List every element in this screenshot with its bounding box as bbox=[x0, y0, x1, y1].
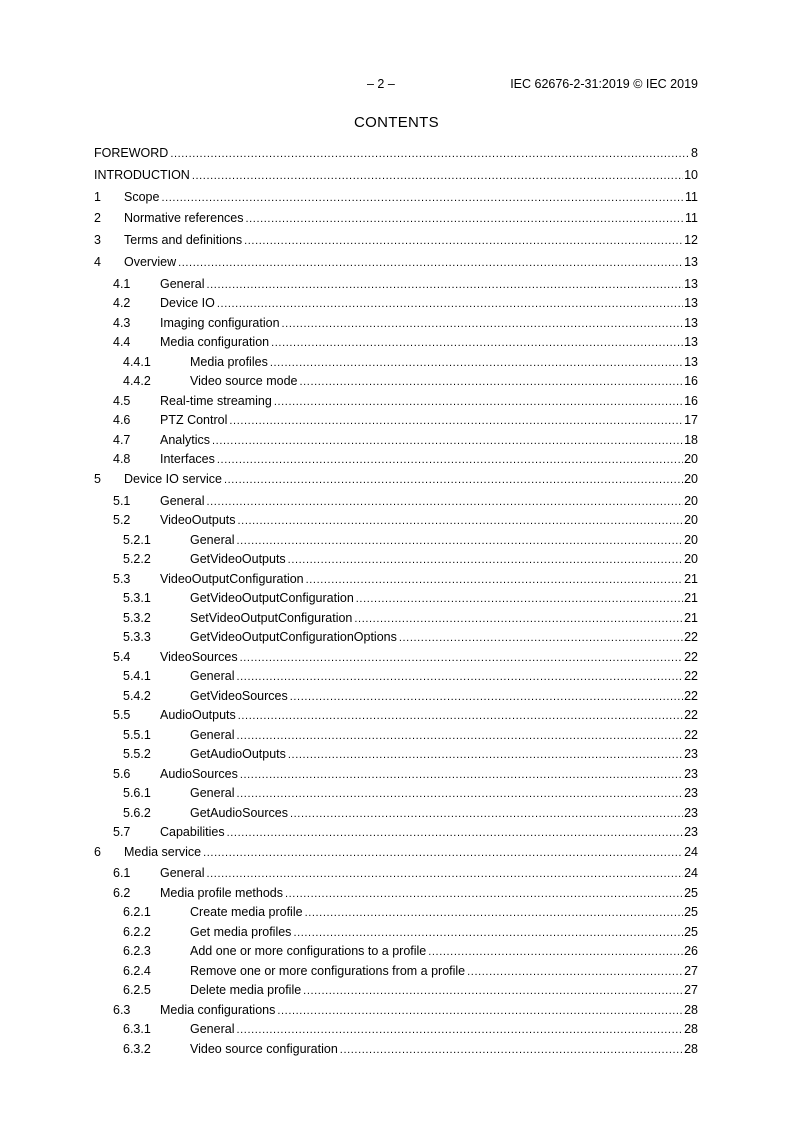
toc-dot-leader bbox=[305, 905, 684, 921]
toc-entry-page: 22 bbox=[684, 727, 698, 742]
toc-entry-line bbox=[160, 335, 698, 351]
toc-entry-title: Overview bbox=[124, 254, 177, 269]
toc-entry-number: 6.3 bbox=[113, 1002, 131, 1017]
toc-entry-title: Delete media profile bbox=[190, 983, 302, 998]
toc-dot-leader bbox=[236, 533, 683, 549]
toc-entry-number: 5.4.1 bbox=[123, 669, 151, 684]
toc-entry[interactable] bbox=[94, 472, 698, 494]
toc-entry-page: 22 bbox=[684, 688, 698, 703]
toc-entry-line bbox=[160, 494, 698, 510]
toc-entry-title: Normative references bbox=[124, 211, 244, 226]
toc-entry[interactable] bbox=[94, 806, 698, 826]
toc-entry[interactable] bbox=[94, 944, 698, 964]
toc-dot-leader bbox=[178, 255, 683, 271]
toc-dot-leader bbox=[246, 211, 685, 227]
toc-entry-line bbox=[124, 233, 698, 249]
toc-dot-leader bbox=[240, 767, 683, 783]
toc-entry-line bbox=[160, 886, 698, 902]
toc-entry-title: Remove one or more configurations from a profile bbox=[190, 963, 466, 978]
toc-entry-title: Device IO bbox=[160, 296, 215, 311]
toc-entry-page: 26 bbox=[684, 944, 698, 959]
toc-entry-line bbox=[160, 825, 698, 841]
toc-dot-leader bbox=[206, 277, 683, 293]
toc-entry-number: 6 bbox=[94, 844, 101, 859]
toc-entry-title: Video source mode bbox=[190, 374, 298, 389]
toc-entry-page: 24 bbox=[684, 866, 698, 881]
toc-entry-line bbox=[160, 277, 698, 293]
toc-dot-leader bbox=[282, 316, 684, 332]
toc-entry-title: General bbox=[160, 866, 205, 881]
toc-entry[interactable] bbox=[94, 669, 698, 689]
toc-entry-page: 21 bbox=[684, 571, 698, 586]
toc-dot-leader bbox=[236, 786, 683, 802]
toc-entry-number: 2 bbox=[94, 211, 101, 226]
toc-entry-title: General bbox=[190, 727, 235, 742]
toc-entry-title: General bbox=[160, 276, 205, 291]
toc-dot-leader bbox=[206, 494, 683, 510]
toc-entry[interactable] bbox=[94, 964, 698, 984]
toc-dot-leader bbox=[244, 233, 683, 249]
toc-dot-leader bbox=[306, 572, 683, 588]
toc-dot-leader bbox=[299, 374, 683, 390]
toc-dot-leader bbox=[354, 611, 683, 627]
toc-entry-line bbox=[190, 630, 698, 646]
toc-entry[interactable] bbox=[94, 296, 698, 316]
toc-entry-number: 5.5 bbox=[113, 708, 131, 723]
toc-entry-line bbox=[124, 190, 698, 206]
toc-entry-number: 6.3.2 bbox=[123, 1041, 151, 1056]
toc-entry-title: GetAudioSources bbox=[190, 805, 288, 820]
toc-entry-page: 23 bbox=[684, 825, 698, 840]
toc-dot-leader bbox=[428, 944, 683, 960]
toc-entry-page: 13 bbox=[684, 254, 698, 269]
toc-entry-line bbox=[190, 1022, 698, 1038]
toc-entry[interactable] bbox=[94, 591, 698, 611]
toc-dot-leader bbox=[161, 190, 684, 206]
toc-entry[interactable] bbox=[94, 866, 698, 886]
toc-entry-page: 22 bbox=[684, 708, 698, 723]
toc-entry-number: 5.2.2 bbox=[123, 552, 151, 567]
toc-dot-leader bbox=[192, 168, 683, 184]
toc-entry-number: 6.3.1 bbox=[123, 1022, 151, 1037]
toc-entry-line bbox=[160, 433, 698, 449]
toc-entry-line bbox=[190, 689, 698, 705]
toc-entry[interactable] bbox=[94, 925, 698, 945]
toc-entry-number: 4.8 bbox=[113, 452, 131, 467]
toc-dot-leader bbox=[236, 1022, 683, 1038]
toc-dot-leader bbox=[285, 886, 683, 902]
toc-entry-page: 20 bbox=[684, 471, 698, 486]
toc-dot-leader bbox=[271, 335, 683, 351]
toc-dot-leader bbox=[238, 513, 684, 529]
toc-dot-leader bbox=[170, 146, 690, 162]
toc-entry-page: 22 bbox=[684, 649, 698, 664]
toc-entry-line bbox=[94, 168, 698, 184]
toc-entry-title: General bbox=[190, 669, 235, 684]
toc-entry-number: 6.2.3 bbox=[123, 944, 151, 959]
toc-entry-title: VideoOutputs bbox=[160, 513, 236, 528]
toc-entry-number: 4.6 bbox=[113, 413, 131, 428]
toc-entry-number: 5.7 bbox=[113, 825, 131, 840]
toc-dot-leader bbox=[229, 413, 683, 429]
toc-entry-title: GetVideoOutputs bbox=[190, 552, 286, 567]
toc-entry-number: 4.2 bbox=[113, 296, 131, 311]
toc-entry-page: 28 bbox=[684, 1002, 698, 1017]
toc-entry[interactable] bbox=[94, 747, 698, 767]
toc-dot-leader bbox=[240, 650, 683, 666]
toc-entry-title: VideoOutputConfiguration bbox=[160, 571, 304, 586]
toc-entry-page: 13 bbox=[684, 315, 698, 330]
toc-dot-leader bbox=[274, 394, 683, 410]
toc-entry[interactable] bbox=[94, 1003, 698, 1023]
toc-entry-page: 27 bbox=[684, 963, 698, 978]
toc-entry-number: 6.2.2 bbox=[123, 924, 151, 939]
toc-entry-page: 28 bbox=[684, 1022, 698, 1037]
toc-entry-line bbox=[190, 806, 698, 822]
toc-entry-line bbox=[124, 472, 698, 488]
toc-entry-number: 6.2 bbox=[113, 885, 131, 900]
toc-entry[interactable] bbox=[94, 886, 698, 906]
toc-entry-page: 13 bbox=[684, 335, 698, 350]
toc-entry[interactable] bbox=[94, 767, 698, 787]
toc-dot-leader bbox=[340, 1042, 683, 1058]
toc-entry-page: 20 bbox=[684, 493, 698, 508]
toc-dot-leader bbox=[224, 472, 683, 488]
toc-dot-leader bbox=[303, 983, 683, 999]
toc-entry[interactable] bbox=[94, 233, 698, 255]
toc-entry-line bbox=[190, 591, 698, 607]
toc-entry-number: 4.4.2 bbox=[123, 374, 151, 389]
toc-entry-number: 4.4.1 bbox=[123, 354, 151, 369]
toc-entry-number: 1 bbox=[94, 189, 101, 204]
toc-dot-leader bbox=[238, 708, 683, 724]
toc-dot-leader bbox=[227, 825, 683, 841]
toc-entry[interactable] bbox=[94, 335, 698, 355]
toc-dot-leader bbox=[236, 728, 683, 744]
toc-entry-title: INTRODUCTION bbox=[94, 167, 190, 182]
toc-dot-leader bbox=[217, 452, 683, 468]
toc-entry-number: 6.1 bbox=[113, 866, 131, 881]
page-header bbox=[0, 77, 793, 93]
toc-entry-line bbox=[160, 394, 698, 410]
toc-entry-line bbox=[190, 944, 698, 960]
toc-entry-line bbox=[160, 452, 698, 468]
toc-entry-title: GetVideoSources bbox=[190, 688, 288, 703]
toc-entry-title: General bbox=[190, 1022, 235, 1037]
toc-entry[interactable] bbox=[94, 825, 698, 845]
toc-entry-line bbox=[190, 747, 698, 763]
toc-entry-page: 21 bbox=[684, 591, 698, 606]
toc-entry-line bbox=[160, 296, 698, 312]
toc-entry-number: 4.7 bbox=[113, 432, 131, 447]
toc-entry-number: 5.4 bbox=[113, 649, 131, 664]
toc-entry-number: 5.2 bbox=[113, 513, 131, 528]
toc-entry-page: 20 bbox=[684, 552, 698, 567]
toc-entry-line bbox=[124, 255, 698, 271]
toc-entry-title: Video source configuration bbox=[190, 1041, 338, 1056]
toc-entry-number: 5.5.2 bbox=[123, 747, 151, 762]
table-of-contents bbox=[94, 146, 698, 1061]
toc-entry-page: 10 bbox=[684, 167, 698, 182]
toc-entry-number: 4.1 bbox=[113, 276, 131, 291]
toc-entry-number: 5.4.2 bbox=[123, 688, 151, 703]
standard-designation: IEC 62676-2-31:2019 © IEC 2019 bbox=[510, 77, 698, 91]
toc-entry-page: 23 bbox=[684, 766, 698, 781]
toc-entry-page: 16 bbox=[684, 374, 698, 389]
toc-entry-line bbox=[190, 905, 698, 921]
toc-entry-line bbox=[160, 316, 698, 332]
toc-entry[interactable] bbox=[94, 168, 698, 190]
toc-entry-line bbox=[190, 728, 698, 744]
toc-entry-line bbox=[94, 146, 698, 162]
toc-entry-number: 3 bbox=[94, 233, 101, 248]
toc-entry-number: 5.6.1 bbox=[123, 786, 151, 801]
toc-entry-line bbox=[190, 983, 698, 999]
toc-entry[interactable] bbox=[94, 630, 698, 650]
toc-entry[interactable] bbox=[94, 394, 698, 414]
toc-entry-title: GetVideoOutputConfiguration bbox=[190, 591, 354, 606]
toc-entry[interactable] bbox=[94, 452, 698, 472]
toc-entry[interactable] bbox=[94, 611, 698, 631]
toc-entry-number: 5.2.1 bbox=[123, 532, 151, 547]
toc-entry-line bbox=[160, 767, 698, 783]
toc-entry-page: 25 bbox=[684, 905, 698, 920]
toc-entry-number: 5.5.1 bbox=[123, 727, 151, 742]
toc-dot-leader bbox=[290, 806, 683, 822]
toc-entry-page: 13 bbox=[684, 296, 698, 311]
toc-entry-line bbox=[160, 1003, 698, 1019]
toc-dot-leader bbox=[399, 630, 683, 646]
toc-entry-title: FOREWORD bbox=[94, 146, 169, 160]
toc-entry-title: Scope bbox=[124, 189, 160, 204]
toc-entry-number: 5 bbox=[94, 471, 101, 486]
toc-entry-page: 27 bbox=[684, 983, 698, 998]
toc-entry[interactable] bbox=[94, 572, 698, 592]
toc-entry[interactable] bbox=[94, 374, 698, 394]
toc-entry-title: Media profiles bbox=[190, 354, 268, 369]
toc-entry-title: GetVideoOutputConfigurationOptions bbox=[190, 630, 397, 645]
toc-entry-page: 23 bbox=[684, 805, 698, 820]
toc-entry[interactable] bbox=[94, 552, 698, 572]
toc-entry-page: 13 bbox=[684, 354, 698, 369]
toc-entry-page: 25 bbox=[684, 924, 698, 939]
toc-dot-leader bbox=[293, 925, 683, 941]
toc-entry[interactable] bbox=[94, 1042, 698, 1062]
toc-entry-number: 6.2.4 bbox=[123, 963, 151, 978]
toc-entry-line bbox=[160, 708, 698, 724]
toc-entry-page: 17 bbox=[684, 413, 698, 428]
toc-entry-line bbox=[190, 355, 698, 371]
toc-entry-title: Real-time streaming bbox=[160, 393, 272, 408]
toc-entry-number: 5.1 bbox=[113, 493, 131, 508]
toc-entry-line bbox=[160, 866, 698, 882]
toc-entry[interactable] bbox=[94, 146, 698, 168]
toc-dot-leader bbox=[212, 433, 683, 449]
toc-entry-title: General bbox=[190, 532, 235, 547]
toc-entry-number: 5.3.2 bbox=[123, 610, 151, 625]
toc-entry-line bbox=[190, 786, 698, 802]
toc-entry[interactable] bbox=[94, 1022, 698, 1042]
toc-entry[interactable] bbox=[94, 728, 698, 748]
toc-entry-page: 18 bbox=[684, 432, 698, 447]
toc-dot-leader bbox=[270, 355, 683, 371]
toc-dot-leader bbox=[290, 689, 683, 705]
toc-entry-title: Add one or more configurations to a profile bbox=[190, 944, 427, 959]
toc-entry[interactable] bbox=[94, 211, 698, 233]
toc-entry-title: Interfaces bbox=[160, 452, 215, 467]
toc-entry-page: 28 bbox=[684, 1041, 698, 1056]
toc-entry-line bbox=[190, 533, 698, 549]
toc-entry-title: Media configuration bbox=[160, 335, 270, 350]
toc-entry-number: 4 bbox=[94, 254, 101, 269]
toc-entry-title: SetVideoOutputConfiguration bbox=[190, 610, 353, 625]
toc-entry-line bbox=[160, 413, 698, 429]
toc-entry-title: Analytics bbox=[160, 432, 211, 447]
toc-entry-line bbox=[190, 964, 698, 980]
toc-entry[interactable] bbox=[94, 513, 698, 533]
toc-dot-leader bbox=[356, 591, 683, 607]
toc-entry[interactable] bbox=[94, 983, 698, 1003]
toc-entry-title: General bbox=[160, 493, 205, 508]
toc-entry[interactable] bbox=[94, 905, 698, 925]
toc-entry-title: Imaging configuration bbox=[160, 315, 280, 330]
toc-dot-leader bbox=[288, 747, 683, 763]
toc-entry[interactable] bbox=[94, 190, 698, 212]
toc-entry[interactable] bbox=[94, 355, 698, 375]
toc-entry-title: AudioSources bbox=[160, 766, 238, 781]
toc-dot-leader bbox=[277, 1003, 683, 1019]
toc-entry-line bbox=[190, 552, 698, 568]
toc-entry-number: 4.5 bbox=[113, 393, 131, 408]
toc-entry-title: General bbox=[190, 786, 235, 801]
toc-entry-page: 8 bbox=[691, 146, 698, 160]
toc-entry-title: Create media profile bbox=[190, 905, 303, 920]
toc-entry-title: Media profile methods bbox=[160, 885, 283, 900]
toc-entry-line bbox=[124, 845, 698, 861]
page-title: CONTENTS bbox=[354, 114, 439, 131]
toc-entry-page: 11 bbox=[685, 211, 698, 226]
toc-entry-line bbox=[160, 513, 698, 529]
page-number: – 2 – bbox=[367, 77, 395, 91]
toc-entry-line bbox=[124, 211, 698, 227]
toc-entry[interactable] bbox=[94, 277, 698, 297]
toc-entry-page: 23 bbox=[684, 786, 698, 801]
toc-entry-page: 12 bbox=[684, 233, 698, 248]
toc-entry-title: Terms and definitions bbox=[124, 233, 243, 248]
toc-dot-leader bbox=[236, 669, 683, 685]
toc-entry-page: 20 bbox=[684, 452, 698, 467]
toc-entry-title: Media service bbox=[124, 844, 202, 859]
toc-entry[interactable] bbox=[94, 413, 698, 433]
toc-entry-page: 22 bbox=[684, 669, 698, 684]
toc-entry-page: 23 bbox=[684, 747, 698, 762]
toc-entry[interactable] bbox=[94, 708, 698, 728]
toc-entry-number: 5.6 bbox=[113, 766, 131, 781]
toc-entry-page: 21 bbox=[684, 610, 698, 625]
toc-entry-line bbox=[190, 611, 698, 627]
toc-entry-title: Capabilities bbox=[160, 825, 225, 840]
toc-entry-title: GetAudioOutputs bbox=[190, 747, 286, 762]
toc-dot-leader bbox=[467, 964, 683, 980]
toc-entry-page: 24 bbox=[684, 844, 698, 859]
toc-entry-line bbox=[190, 669, 698, 685]
toc-entry-number: 5.3 bbox=[113, 571, 131, 586]
toc-entry-title: PTZ Control bbox=[160, 413, 228, 428]
toc-entry-page: 11 bbox=[685, 189, 698, 204]
toc-entry-page: 13 bbox=[684, 276, 698, 291]
toc-entry-number: 5.6.2 bbox=[123, 805, 151, 820]
toc-entry-page: 20 bbox=[684, 532, 698, 547]
toc-entry-line bbox=[160, 650, 698, 666]
toc-entry[interactable] bbox=[94, 533, 698, 553]
toc-entry[interactable] bbox=[94, 255, 698, 277]
toc-entry[interactable] bbox=[94, 845, 698, 867]
toc-entry-page: 22 bbox=[684, 630, 698, 645]
toc-dot-leader bbox=[217, 296, 683, 312]
toc-entry-number: 6.2.1 bbox=[123, 905, 151, 920]
toc-entry[interactable] bbox=[94, 433, 698, 453]
toc-entry-number: 6.2.5 bbox=[123, 983, 151, 998]
toc-entry-line bbox=[160, 572, 698, 588]
toc-entry-line bbox=[190, 374, 698, 390]
toc-entry-title: VideoSources bbox=[160, 649, 238, 664]
toc-entry-number: 4.3 bbox=[113, 315, 131, 330]
toc-entry[interactable] bbox=[94, 786, 698, 806]
toc-entry-number: 5.3.1 bbox=[123, 591, 151, 606]
toc-entry-title: Media configurations bbox=[160, 1002, 276, 1017]
toc-entry-title: Get media profiles bbox=[190, 924, 292, 939]
toc-entry[interactable] bbox=[94, 689, 698, 709]
toc-entry[interactable] bbox=[94, 650, 698, 670]
toc-entry-page: 20 bbox=[684, 513, 698, 528]
toc-entry-title: Device IO service bbox=[124, 471, 222, 486]
toc-entry-page: 25 bbox=[684, 885, 698, 900]
toc-entry-line bbox=[190, 925, 698, 941]
toc-entry[interactable] bbox=[94, 316, 698, 336]
toc-dot-leader bbox=[288, 552, 683, 568]
toc-dot-leader bbox=[203, 845, 683, 861]
toc-entry-line bbox=[190, 1042, 698, 1058]
toc-entry-number: 5.3.3 bbox=[123, 630, 151, 645]
toc-entry[interactable] bbox=[94, 494, 698, 514]
toc-entry-number: 4.4 bbox=[113, 335, 131, 350]
toc-entry-page: 16 bbox=[684, 393, 698, 408]
toc-entry-title: AudioOutputs bbox=[160, 708, 236, 723]
toc-dot-leader bbox=[206, 866, 683, 882]
